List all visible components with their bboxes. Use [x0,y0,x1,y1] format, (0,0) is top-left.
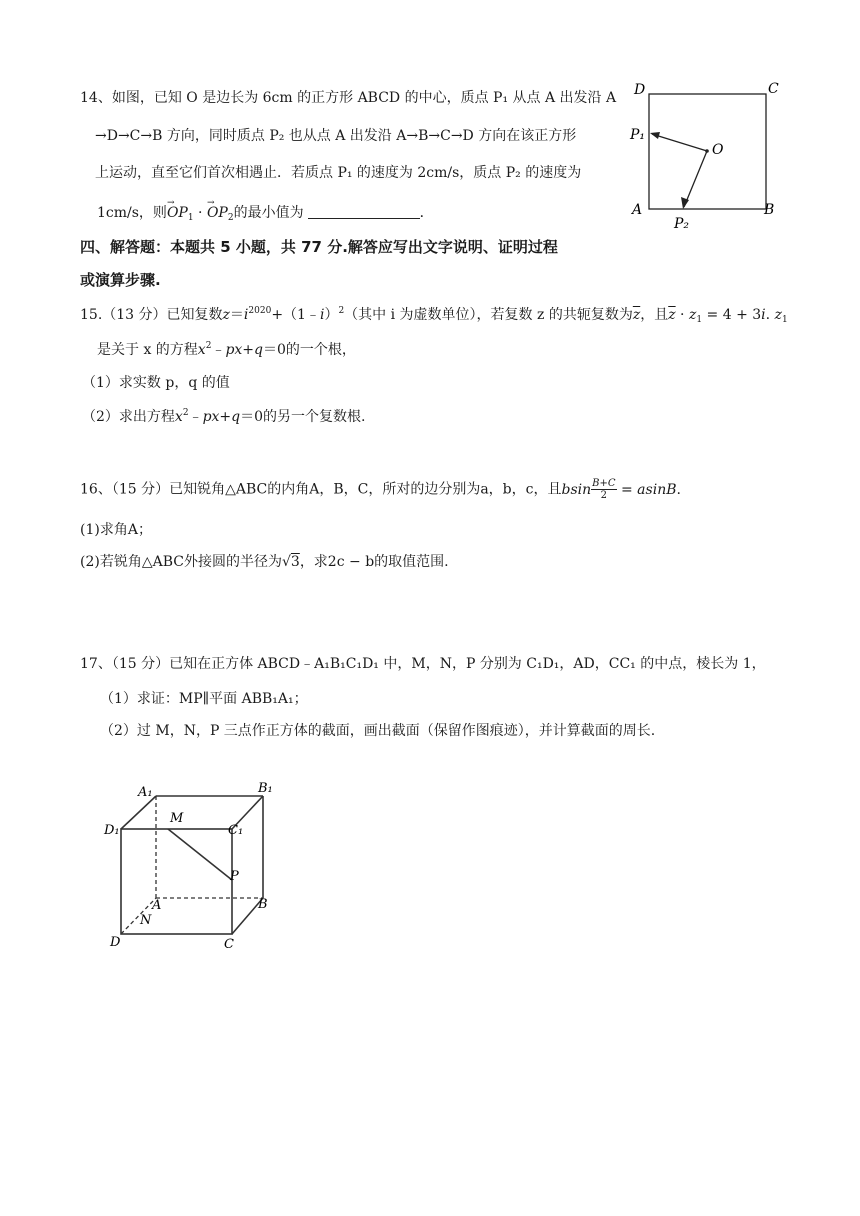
q14-line-2: →D→C→B 方向，同时质点 P₂ 也从点 A 出发沿 A→B→C→D 方向在该正方形 [95,128,577,144]
label-n: N [140,913,152,928]
q15-line1-suffix: ，且 [640,307,669,323]
section-4-heading-line-1: 四、解答题：本题共 5 小题，共 77 分.解答应写出文字说明、证明过程 [80,238,558,256]
q16-part2-prefix: (2)若锐角△ABC外接圆的半径为 [80,554,282,570]
label-o: O [712,142,724,158]
center-o [705,149,709,153]
q17-line-1: 17、（15 分）已知在正方体 ABCD﹣A₁B₁C₁D₁ 中，M，N，P 分别为 C₁D₁，AD，CC₁ 的中点，棱长为 1， [80,656,766,672]
label-b: B [258,897,268,912]
q16-part-2 [80,552,449,572]
label-d1: D₁ [104,823,120,838]
arrowhead-p1 [650,132,660,139]
q16-part-1: (1)求角A； [80,522,152,538]
q16-part2-suffix: ，求2c − b的取值范围. [299,554,449,570]
q17-part-2: （2）过 M，N，P 三点作正方体的截面，画出截面（保留作图痕迹），并计算截面的周长. [100,723,656,739]
label-b: B [764,202,775,218]
q16-line-1 [80,478,681,501]
edge-d1a1 [121,796,156,829]
q14-line4-suffix: 的最小值为 [233,205,304,221]
q14-line-3: 上运动，直至它们首次相遇止．若质点 P₁ 的速度为 2cm/s，质点 P₂ 的速度为 [95,165,582,181]
q16-condition: bsin $\frac{B+C}{2}$ = asinB. [561,478,681,501]
q16-radius: √3 [281,554,300,570]
label-d: D [634,82,646,98]
label-c: C [224,937,234,952]
q14-answer-blank[interactable] [308,204,420,219]
label-p: P [230,869,239,884]
q15-line1-prefix: 15.（13 分）已知复数 [80,307,223,323]
label-a1: A₁ [138,785,153,800]
q15-line-2 [97,340,356,360]
q14-dot-product: → $OP_1$ · → $OP_2$ [167,205,234,221]
q15-line2-suffix: 的一个根， [285,342,356,358]
q15-equation: $x^2﹣px+q=0$ [197,341,286,358]
label-a: A [152,898,162,913]
label-c1: C₁ [228,823,244,838]
label-a: A [632,202,643,218]
q15-line-1 [80,305,788,325]
label-p1: P₁ [630,127,646,143]
q15-line1-mid: （其中 i 为虚数单位），若复数 z 的共轭复数为 [344,307,633,323]
q14-line4-prefix: 1cm/s，则 [97,205,167,221]
q15-z-conjugate: $\overline{z}$ [632,307,641,323]
label-c: C [768,81,779,97]
q15-part2-prefix: （2）求出方程 [82,409,175,425]
q15-z-definition: $z=i^{2020}+(1﹣i)^2$ [222,306,345,323]
q15-part-2 [82,407,366,427]
q14-line-1: 14、如图，已知 O 是边长为 6cm 的正方形 ABCD 的中心，质点 P₁ 从点 A 出发沿 A [80,90,617,106]
vector-op2 [684,151,707,207]
label-d: D [110,935,121,950]
q15-part2-suffix: 的另一个复数根. [263,409,366,425]
label-m: M [170,811,184,826]
q14-square-figure [622,76,792,236]
segment-mp [168,829,232,880]
label-b1: B₁ [258,781,273,796]
q14-line-4 [97,203,434,223]
q17-cube-figure [100,776,290,956]
q15-part-1: （1）求实数 p，q 的值 [82,375,230,391]
label-p2: P₂ [674,216,690,232]
q15-line2-prefix: 是关于 x 的方程 [97,342,198,358]
q14-line4-end: ． [419,205,434,221]
cube-front-face [121,829,232,934]
q17-part-1: （1）求证：MP∥平面 ABB₁A₁； [100,691,308,707]
q15-condition: $\overline{z} \cdot z_1 = 4 + 3i$. $z_1$ [668,307,788,325]
q15-part2-equation: $x^2﹣px+q=0$ [174,408,264,425]
q16-line1-prefix: 16、（15 分）已知锐角△ABC的内角A，B，C，所对的边分别为a，b，c，且 [80,481,562,498]
section-4-heading-line-2: 或演算步骤. [80,271,161,289]
vector-op1 [652,134,707,151]
